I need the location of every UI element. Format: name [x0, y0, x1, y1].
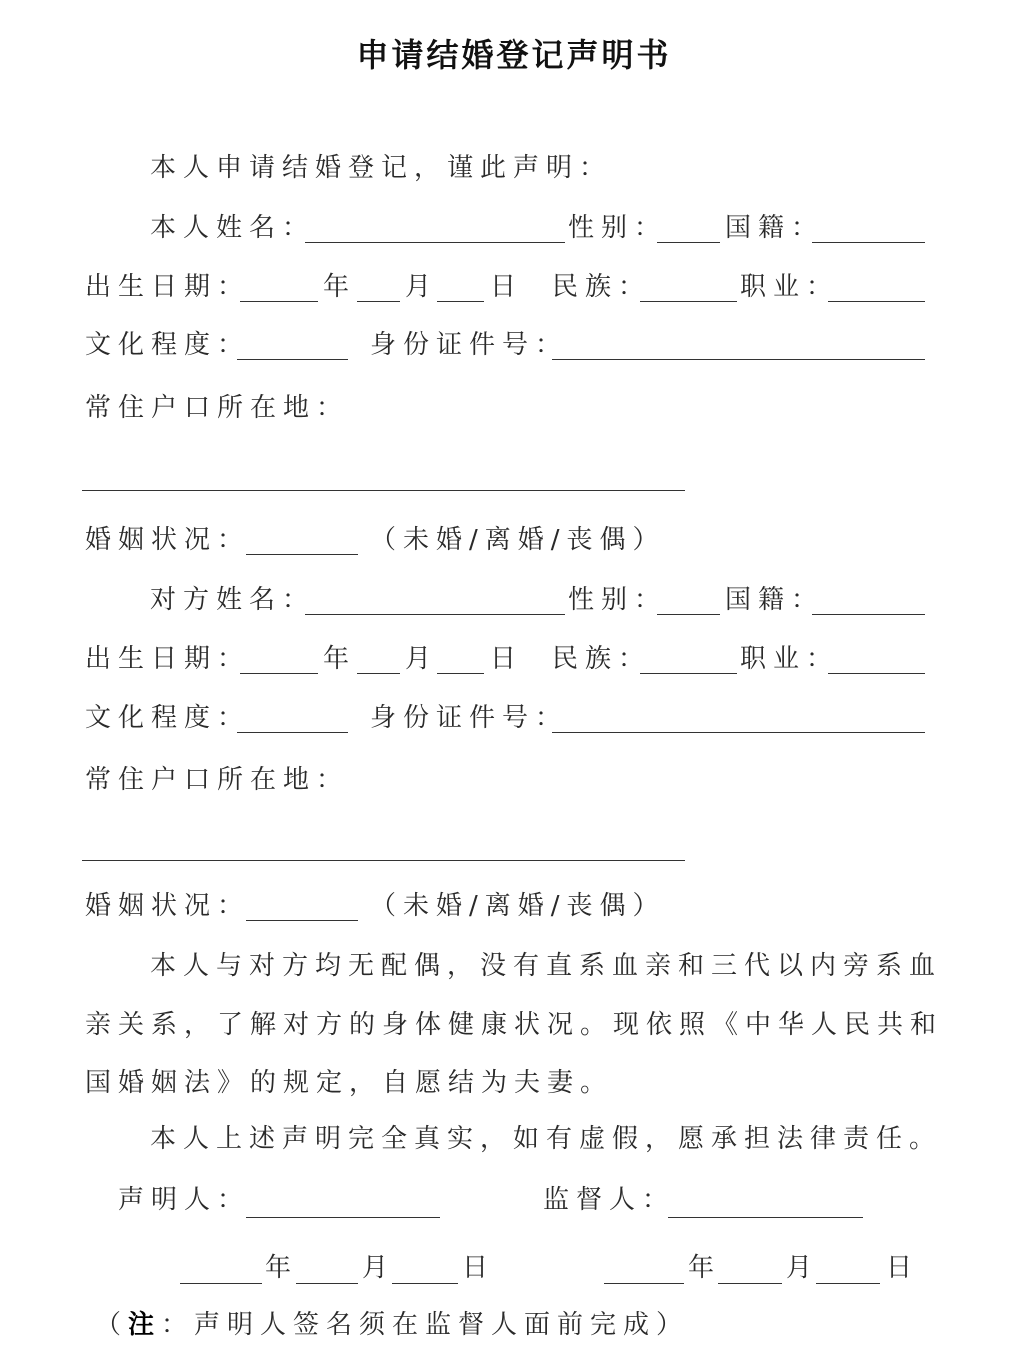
self-birth-year-field[interactable]	[240, 301, 318, 302]
declaration-line-1: 本人与对方均无配偶，没有直系血亲和三代以内旁系血	[150, 951, 943, 981]
other-marital-options: （未婚/离婚/丧偶）	[370, 891, 666, 921]
other-birth-year-field[interactable]	[240, 673, 318, 674]
self-marital-field[interactable]	[246, 554, 358, 555]
other-residence-field[interactable]	[82, 860, 685, 861]
self-occupation-label: 职业：	[740, 272, 840, 302]
document-title: 申请结婚登记声明书	[356, 36, 672, 74]
other-nationality-label: 国籍：	[725, 585, 825, 615]
other-marital-label: 婚姻状况：	[85, 891, 251, 921]
day-label: 日	[462, 1253, 496, 1283]
month-label: 月	[405, 272, 439, 302]
self-marital-label: 婚姻状况：	[85, 525, 251, 555]
intro-text: 本人申请结婚登记，谨此声明：	[150, 153, 613, 183]
other-birth-label: 出生日期：	[85, 644, 251, 674]
day-label: 日	[886, 1253, 920, 1283]
other-ethnicity-label: 民族：	[552, 644, 652, 674]
declaration-line-4: 本人上述声明完全真实，如有虚假，愿承担法律责任。	[150, 1124, 943, 1154]
other-ethnicity-field[interactable]	[640, 673, 737, 674]
self-occupation-field[interactable]	[828, 301, 925, 302]
self-residence-label: 常住户口所在地：	[85, 393, 350, 423]
other-marital-field[interactable]	[246, 920, 358, 921]
declarant-year-field[interactable]	[180, 1283, 262, 1284]
self-ethnicity-label: 民族：	[552, 272, 652, 302]
month-label: 月	[786, 1253, 820, 1283]
self-education-field[interactable]	[237, 359, 348, 360]
supervisor-signature-field[interactable]	[668, 1217, 863, 1218]
self-residence-field[interactable]	[82, 490, 685, 491]
self-name-field[interactable]	[305, 242, 565, 243]
declarant-label: 声明人：	[118, 1185, 251, 1215]
month-label: 月	[405, 644, 439, 674]
year-label: 年	[323, 644, 357, 674]
self-id-label: 身份证件号：	[370, 330, 569, 360]
other-birth-day-field[interactable]	[437, 673, 484, 674]
other-id-field[interactable]	[552, 732, 925, 733]
other-gender-label: 性别：	[568, 585, 668, 615]
declarant-month-field[interactable]	[296, 1283, 358, 1284]
month-label: 月	[362, 1253, 396, 1283]
self-gender-label: 性别：	[568, 213, 668, 243]
day-label: 日	[490, 644, 524, 674]
other-occupation-field[interactable]	[828, 673, 925, 674]
supervisor-year-field[interactable]	[604, 1283, 684, 1284]
note-bold: 注	[128, 1310, 162, 1340]
self-id-field[interactable]	[552, 359, 925, 360]
note-text: ：声明人签名须在监督人面前完成）	[161, 1310, 690, 1340]
declarant-day-field[interactable]	[392, 1283, 458, 1284]
self-education-label: 文化程度：	[85, 330, 251, 360]
other-nationality-field[interactable]	[812, 614, 925, 615]
self-birth-month-field[interactable]	[357, 301, 400, 302]
other-birth-month-field[interactable]	[357, 673, 400, 674]
declaration-line-3: 国婚姻法》的规定，自愿结为夫妻。	[85, 1068, 614, 1098]
note-open: （	[95, 1310, 129, 1340]
self-nationality-field[interactable]	[812, 242, 925, 243]
self-nationality-label: 国籍：	[725, 213, 825, 243]
self-birth-day-field[interactable]	[437, 301, 484, 302]
self-name-label: 本人姓名：	[150, 213, 316, 243]
other-education-label: 文化程度：	[85, 703, 251, 733]
year-label: 年	[323, 272, 357, 302]
supervisor-month-field[interactable]	[718, 1283, 782, 1284]
self-ethnicity-field[interactable]	[640, 301, 737, 302]
self-birth-label: 出生日期：	[85, 272, 251, 302]
other-id-label: 身份证件号：	[370, 703, 569, 733]
declaration-line-2: 亲关系，了解对方的身体健康状况。现依照《中华人民共和	[85, 1010, 944, 1040]
year-label: 年	[688, 1253, 722, 1283]
other-name-field[interactable]	[305, 614, 565, 615]
other-education-field[interactable]	[237, 732, 348, 733]
self-gender-field[interactable]	[657, 242, 720, 243]
note	[95, 1309, 689, 1341]
supervisor-day-field[interactable]	[816, 1283, 880, 1284]
supervisor-label: 监督人：	[543, 1185, 676, 1215]
other-occupation-label: 职业：	[740, 644, 840, 674]
year-label: 年	[265, 1253, 299, 1283]
other-residence-label: 常住户口所在地：	[85, 765, 350, 795]
day-label: 日	[490, 272, 524, 302]
self-marital-options: （未婚/离婚/丧偶）	[370, 525, 666, 555]
other-gender-field[interactable]	[657, 614, 720, 615]
other-name-label: 对方姓名：	[150, 585, 316, 615]
declarant-signature-field[interactable]	[246, 1217, 440, 1218]
